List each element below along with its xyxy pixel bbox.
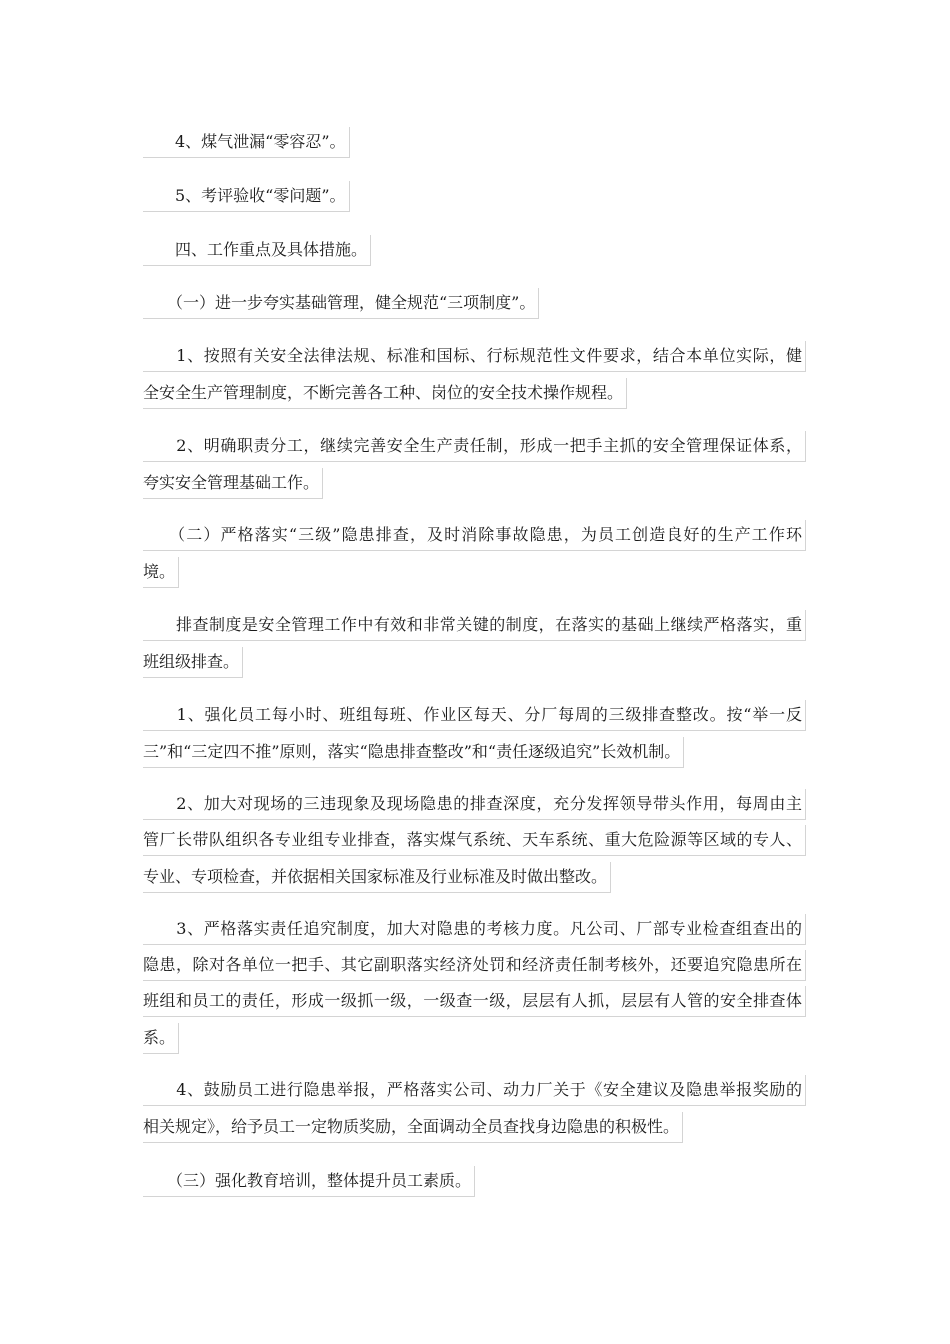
paragraph-1-regulations: [143, 339, 806, 411]
text-line: 排查制度是安全管理工作中有效和非常关键的制度，在落实的基础上继续严格落实，重: [143, 610, 806, 641]
text-line: （三）强化教育培训，整体提升员工素质。: [143, 1166, 475, 1197]
text-line: （一）进一步夸实基础管理，健全规范“三项制度”。: [143, 288, 539, 319]
paragraph-3-accountability: [143, 912, 806, 1056]
text-line: 专业、专项检查，并依据相关国家标准及行业标准及时做出整改。: [143, 862, 611, 893]
text-line: 相关规定》，给予员工一定物质奖励，全面调动全员查找身边隐患的积极性。: [143, 1112, 683, 1143]
paragraph-item-5-inspection: [143, 178, 806, 214]
text-line: 2、明确职责分工，继续完善安全生产责任制，形成一把手主抓的安全管理保证体系，: [143, 431, 806, 462]
text-line: 班组级排查。: [143, 647, 243, 678]
text-line: 5、考评验收“零问题”。: [143, 181, 350, 212]
section-heading-4: [143, 232, 806, 268]
text-line: 班组和员工的责任，形成一级抓一级，一级查一级，层层有人抓，层层有人管的安全排查体: [143, 986, 806, 1017]
text-line: 1、强化员工每小时、班组每班、作业区每天、分厂每周的三级排查整改。按“举一反: [143, 700, 806, 731]
paragraph-inspection-system: [143, 608, 806, 680]
text-line: （二）严格落实“三级”隐患排查，及时消除事故隐患，为员工创造良好的生产工作环: [143, 520, 806, 551]
text-line: 三”和“三定四不推”原则，落实“隐患排查整改”和“责任逐级追究”长效机制。: [143, 737, 684, 768]
text-line: 夸实安全管理基础工作。: [143, 468, 323, 499]
text-line: 3、严格落实责任追究制度，加大对隐患的考核力度。凡公司、厂部专业检查组查出的: [143, 914, 806, 945]
text-line: 4、鼓励员工进行隐患举报，严格落实公司、动力厂关于《安全建议及隐患举报奖励的: [143, 1075, 806, 1106]
subsection-heading-1: [143, 285, 806, 321]
text-line: 管厂长带队组织各专业组专业排查，落实煤气系统、天车系统、重大危险源等区域的专人、: [143, 825, 806, 856]
paragraph-2-site-hazards: [143, 787, 806, 895]
subsection-heading-3: [143, 1163, 806, 1199]
paragraph-item-4-gas-leak: [143, 124, 806, 160]
text-line: 隐患，除对各单位一把手、其它副职落实经济处罚和经济责任制考核外，还要追究隐患所在: [143, 950, 806, 981]
text-line: 四、工作重点及具体措施。: [143, 235, 371, 266]
text-line: 2、加大对现场的三违现象及现场隐患的排查深度，充分发挥领导带头作用，每周由主: [143, 789, 806, 820]
text-line: 系。: [143, 1023, 179, 1054]
text-line: 4、煤气泄漏“零容忍”。: [143, 127, 350, 158]
text-line: 1、按照有关安全法律法规、标准和国标、行标规范性文件要求，结合本单位实际，健: [143, 341, 806, 372]
text-line: 全安全生产管理制度，不断完善各工种、岗位的安全技术操作规程。: [143, 378, 627, 409]
paragraph-2-responsibilities: [143, 429, 806, 501]
subsection-heading-2: [143, 518, 806, 590]
paragraph-1-three-level-check: [143, 698, 806, 770]
text-line: 境。: [143, 557, 179, 588]
paragraph-4-reporting: [143, 1073, 806, 1145]
